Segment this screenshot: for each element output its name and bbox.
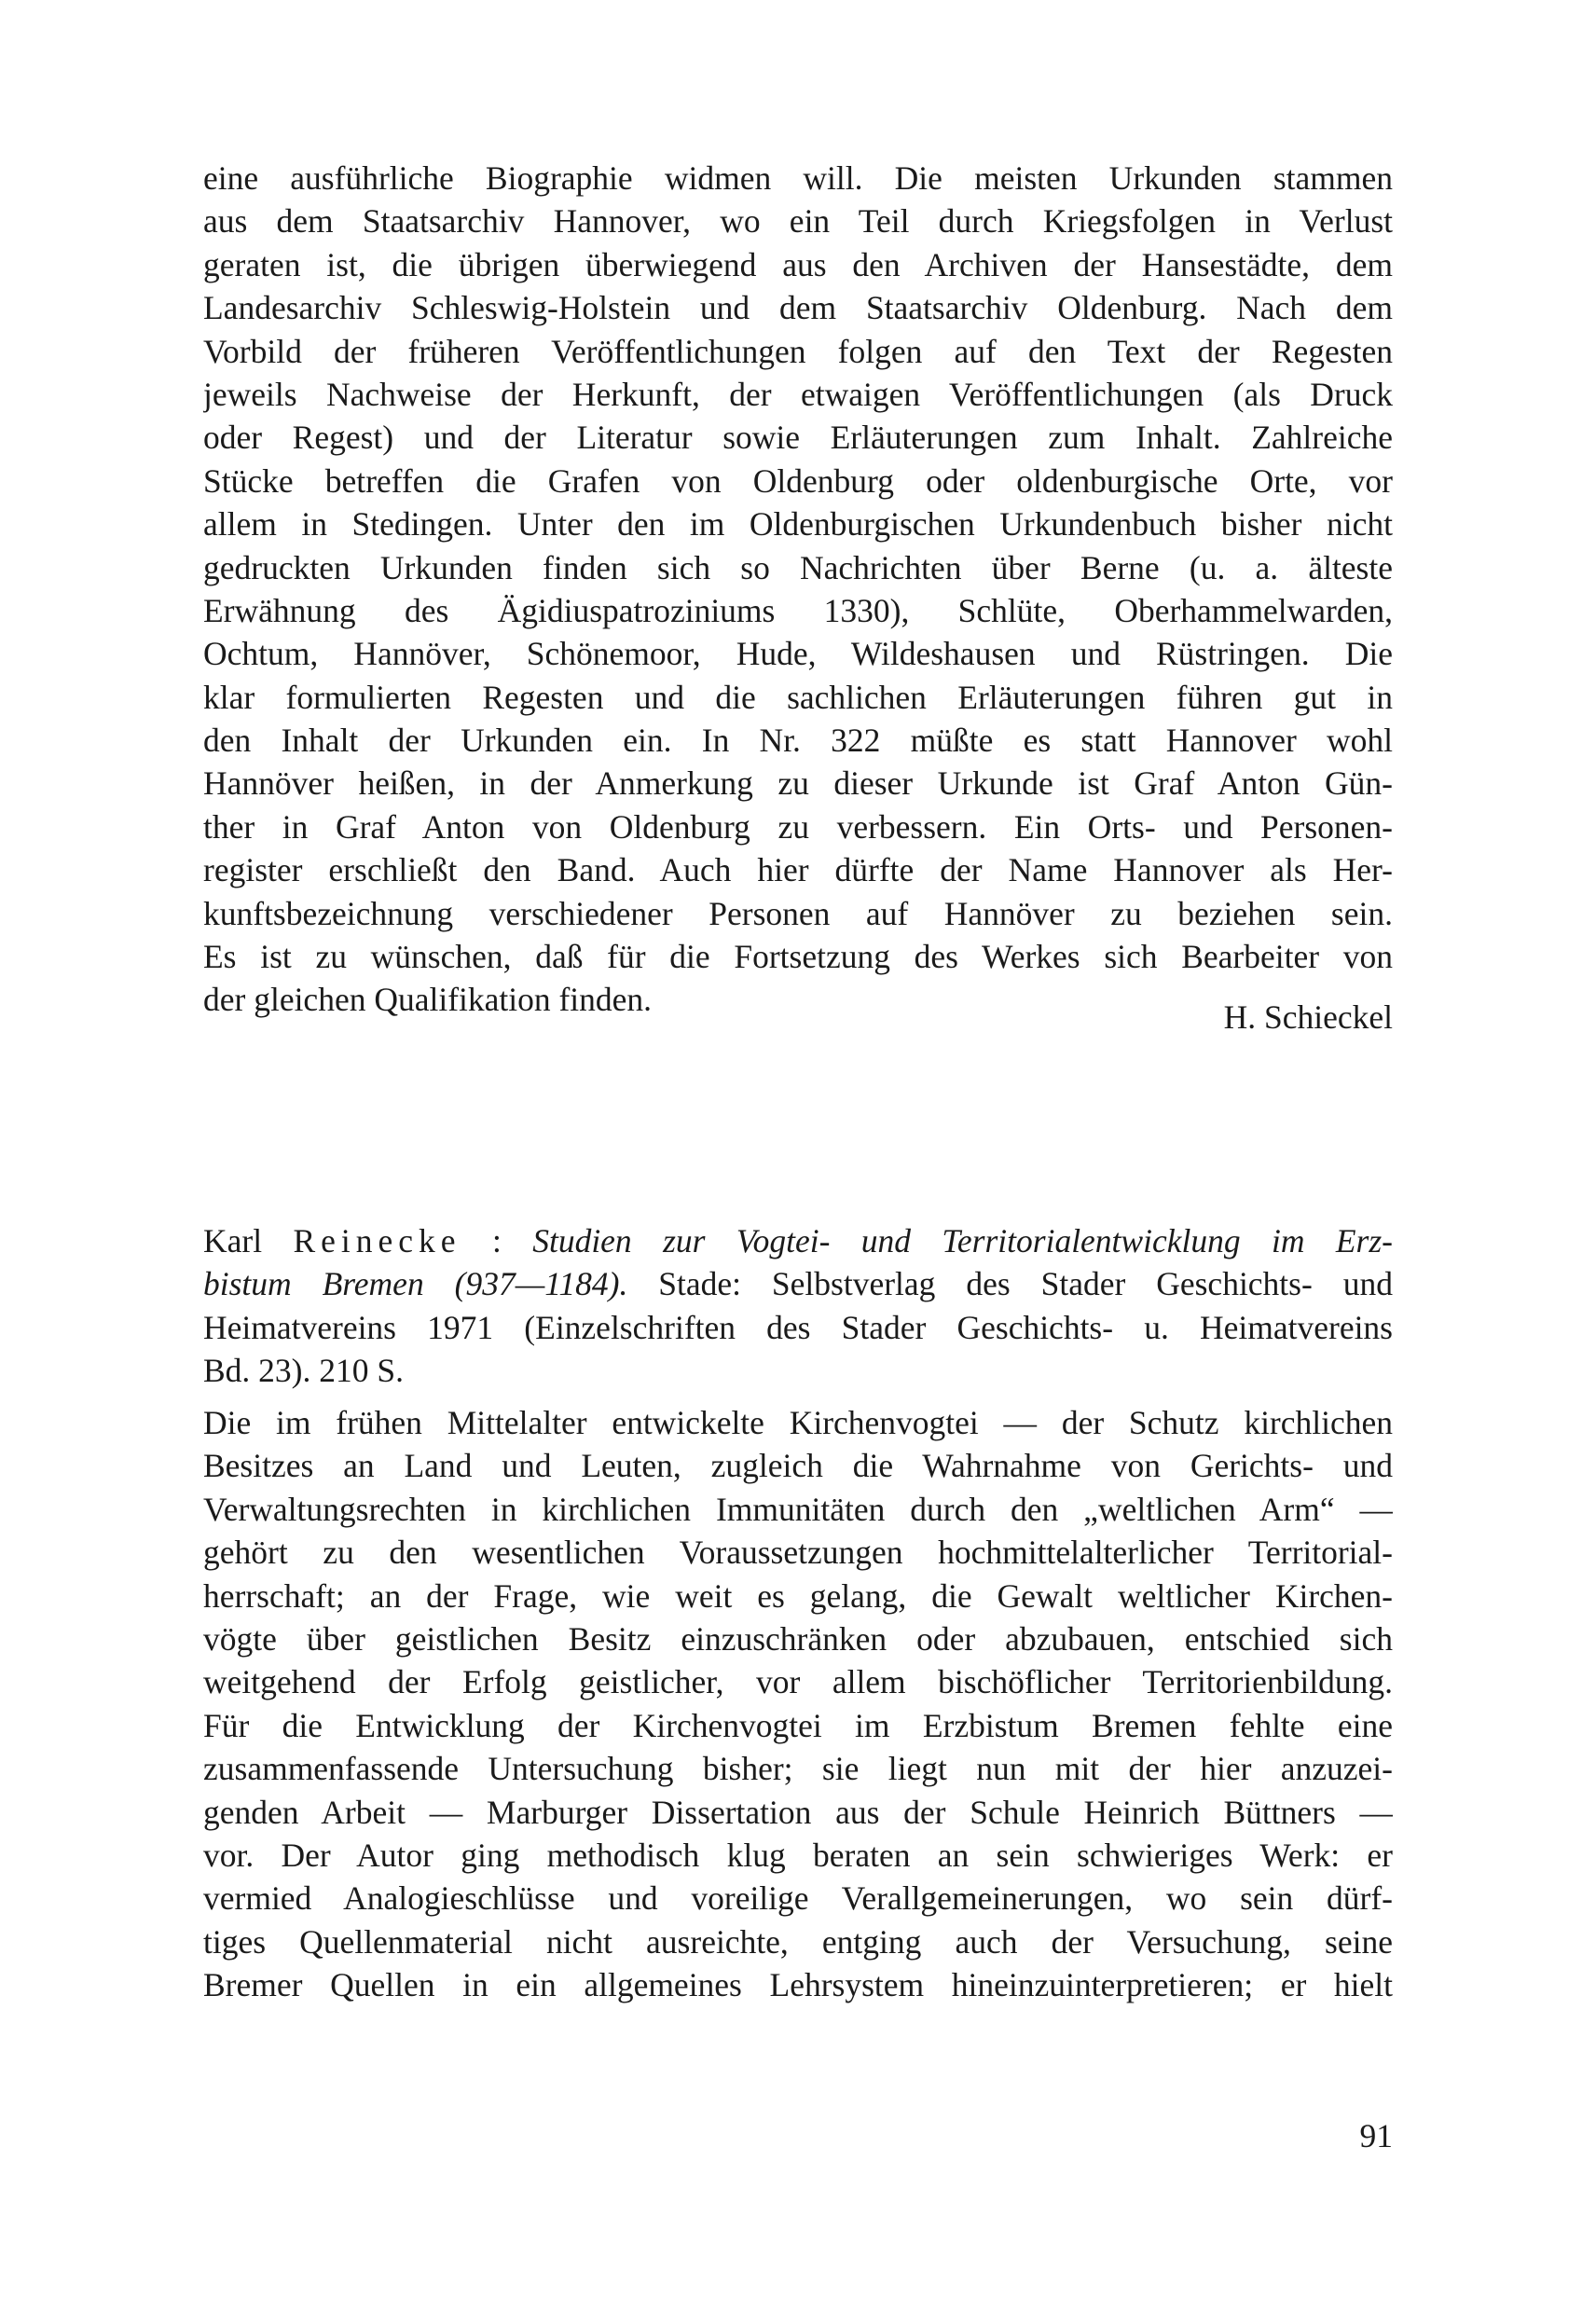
book-title-part-1: Studien zur Vogtei- und Territorialentwicklung im Erz- xyxy=(532,1222,1393,1259)
text-line: herrschaft; an der Frage, wie weit es gelang, die Gewalt weltlicher Kirchen- xyxy=(203,1576,1393,1615)
text-line: Erwähnung des Ägidiuspatroziniums 1330), Schlüte, Oberhammelwarden, xyxy=(203,591,1393,629)
bibliography-entry xyxy=(203,1219,1393,1393)
text-line: Hannöver heißen, in der Anmerkung zu dieser Urkunde ist Graf Anton Gün- xyxy=(203,764,1393,803)
bibliography-line-1: Karl Reinecke : Studien zur Vogtei- und Territorialentwicklung im Erz- xyxy=(203,1222,1393,1259)
page-number xyxy=(203,2114,1393,2157)
text-line: Stücke betreffen die Grafen von Oldenburg oder oldenburgische Orte, vor xyxy=(203,461,1393,500)
text-line: genden Arbeit — Marburger Dissertation aus der Schule Heinrich Büttners — xyxy=(203,1793,1393,1831)
text-line: kunftsbezeichnung verschiedener Personen auf Hannöver zu beziehen sein. xyxy=(203,894,1393,932)
text-line: Für die Entwicklung der Kirchenvogtei im Erzbistum Bremen fehlte eine xyxy=(203,1706,1393,1744)
text-line: Bremer Quellen in ein allgemeines Lehrsystem hineinzuinterpretieren; er hielt xyxy=(203,1966,1393,2004)
text-line: Landesarchiv Schleswig-Holstein und dem Staatsarchiv Oldenburg. Nach dem xyxy=(203,289,1393,327)
text-line: zusammenfassende Untersuchung bisher; sie liegt nun mit der hier anzuzei- xyxy=(203,1750,1393,1788)
text-line: Besitzes an Land und Leuten, zugleich die Wahrnahme von Gerichts- und xyxy=(203,1447,1393,1485)
text-line: gedruckten Urkunden finden sich so Nachrichten über Berne (u. a. älteste xyxy=(203,548,1393,586)
text-line: Verwaltungsrechten in kirchlichen Immunitäten durch den „weltlichen Arm“ — xyxy=(203,1490,1393,1528)
text-line: jeweils Nachweise der Herkunft, der etwaigen Veröffentlichungen (als Druck xyxy=(203,375,1393,413)
bibliography-line-4: Bd. 23). 210 S. xyxy=(203,1352,404,1390)
text-line: vögte über geistlichen Besitz einzuschränken oder abzubauen, entschied sich xyxy=(203,1619,1393,1658)
text-line: ther in Graf Anton von Oldenburg zu verbessern. Ein Orts- und Personen- xyxy=(203,807,1393,846)
text-line: geraten ist, die übrigen überwiegend aus den Archiven der Hansestädte, dem xyxy=(203,245,1393,283)
text-line: vermied Analogieschlüsse und voreilige Verallgemeinerungen, wo sein dürf- xyxy=(203,1879,1393,1918)
text-line: klar formulierten Regesten und die sachlichen Erläuterungen führen gut in xyxy=(203,678,1393,716)
text-line: eine ausführliche Biographie widmen will. Die meisten Urkunden stammen xyxy=(203,159,1393,197)
bibliography-line-3: Heimatvereins 1971 (Einzelschriften des Stader Geschichts- u. Heimatvereins xyxy=(203,1308,1393,1346)
text-line: weitgehend der Erfolg geistlicher, vor allem bischöflicher Territorienbildung. xyxy=(203,1663,1393,1701)
text-line: Ochtum, Hannöver, Schönemoor, Hude, Wildeshausen und Rüstringen. Die xyxy=(203,635,1393,673)
review-text-schieckel xyxy=(203,157,1393,1022)
author-last-name: Reinecke xyxy=(293,1222,461,1259)
text-line: register erschließt den Band. Auch hier dürfte der Name Hannover als Her- xyxy=(203,851,1393,889)
author-first-name: Karl xyxy=(203,1222,263,1259)
text-line: Die im frühen Mittelalter entwickelte Kirchenvogtei — der Schutz kirchlichen xyxy=(203,1404,1393,1441)
text-line: gehört zu den wesentlichen Voraussetzungen hochmittelalterlicher Territorial- xyxy=(203,1534,1393,1572)
text-line: aus dem Staatsarchiv Hannover, wo ein Teil durch Kriegsfolgen in Verlust xyxy=(203,202,1393,241)
reviewer-signature xyxy=(203,996,1393,1039)
text-line: allem in Stedingen. Unter den im Oldenburgischen Urkundenbuch bisher nicht xyxy=(203,505,1393,544)
page-number-text: 91 xyxy=(1359,2117,1393,2154)
text-line: Vorbild der früheren Veröffentlichungen folgen auf den Text der Regesten xyxy=(203,332,1393,370)
text-line: Es ist zu wünschen, daß für die Fortsetzung des Werkes sich Bearbeiter von xyxy=(203,938,1393,976)
text-line: tiges Quellenmaterial nicht ausreichte, entging auch der Versuchung, seine xyxy=(203,1922,1393,1961)
text-line: der gleichen Qualifikation finden. xyxy=(203,981,653,1019)
bibliography-line-2 xyxy=(203,1262,1393,1305)
text-line: den Inhalt der Urkunden ein. In Nr. 322 müßte es statt Hannover wohl xyxy=(203,722,1393,760)
book-title-part-2: bistum Bremen (937—1184). xyxy=(203,1265,628,1303)
signature-text: H. Schieckel xyxy=(1223,998,1393,1036)
review-text-reinecke xyxy=(203,1401,1393,2006)
publisher-info: Stade: Selbstverlag des Stader Geschichts- und xyxy=(658,1265,1393,1303)
text-line: vor. Der Autor ging methodisch klug beraten an sein schwieriges Werk: er xyxy=(203,1836,1393,1874)
text-line: oder Regest) und der Literatur sowie Erläuterungen zum Inhalt. Zahlreiche xyxy=(203,419,1393,457)
